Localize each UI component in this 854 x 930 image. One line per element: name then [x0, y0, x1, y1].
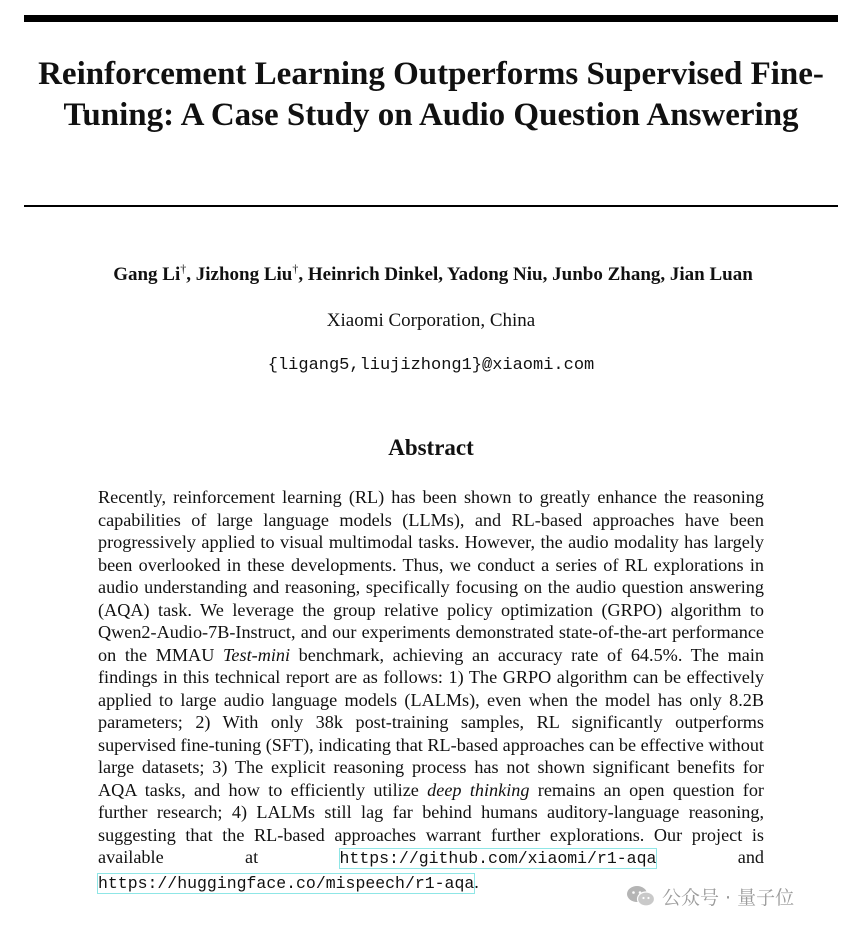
author-email: {ligang5,liujizhong1}@xiaomi.com: [267, 356, 595, 375]
author-name: Junbo Zhang: [552, 264, 661, 285]
author-list: Gang Li†, Jizhong Liu†, Heinrich Dinkel, Yadong Niu, Junbo Zhang, Jian Luan: [113, 261, 753, 285]
benchmark-split: Test-mini: [222, 644, 291, 665]
abstract-text: remains an open question for further research; 4) LALMs still lag far behind humans auditory-language reasoning, suggesting that the RL-based approaches warrant further explorations. Our project is available at: [98, 779, 764, 867]
author-name: Jizhong Liu: [195, 264, 293, 285]
emphasis-deep-thinking: deep thinking: [427, 779, 530, 800]
watermark-text: 公众号 · 量子位: [662, 886, 795, 909]
author-name: Gang Li: [113, 264, 181, 285]
author-name: Heinrich Dinkel: [307, 264, 439, 285]
huggingface-link[interactable]: https://huggingface.co/mispeech/r1-aqa: [98, 873, 475, 893]
abstract-text: benchmark, achieving an accuracy rate of 64.5%. The main findings in this technical report are as follows: 1) The GRPO algorithm can be effectively applied to large audio language models (LALMs), even when the model has only 8.2B parameters; 2) With only 38k post-training samples, RL significantly outperforms supervised fine-tuning (SFT), indicating that RL-based approaches can be effective without large datasets; 3) The explicit reasoning process has not shown significant benefits for AQA tasks, and how to efficiently utilize: [98, 644, 764, 800]
equal-contribution-mark: †: [292, 261, 299, 276]
equal-contribution-mark: †: [180, 261, 187, 276]
abstract-text: Recently, reinforcement learning (RL) has been shown to greatly enhance the reasoning capabilities of large language models (LLMs), and RL-based approaches have been progressively applied to visual multimodal tasks. However, the audio modality has largely been overlooked in these developments. Thus, we conduct a series of RL explorations in audio understanding and reasoning, specifically focusing on the audio question answering (AQA) task. We leverage the group relative policy optimization (GRPO) algorithm to Qwen2-Audio-7B-Instruct, and our experiments demonstrated state-of-the-art performance on the MMAU: [98, 487, 764, 665]
paper-title: Reinforcement Learning Outperforms Supervised Fine-Tuning: A Case Study on Audio Question Answering: [38, 56, 824, 133]
author-name: Yadong Niu: [447, 264, 543, 285]
author-name: Jian Luan: [669, 264, 753, 285]
affiliation: Xiaomi Corporation, China: [326, 310, 536, 331]
wechat-icon: [626, 884, 656, 908]
abstract-text: .: [474, 871, 479, 892]
abstract-text: and: [656, 847, 765, 867]
github-link[interactable]: https://github.com/xiaomi/r1-aqa: [339, 849, 657, 868]
title-rule: [24, 205, 838, 207]
abstract-body: [98, 486, 764, 895]
abstract-heading: Abstract: [388, 435, 474, 460]
watermark: [626, 880, 794, 912]
top-rule: [24, 15, 838, 22]
